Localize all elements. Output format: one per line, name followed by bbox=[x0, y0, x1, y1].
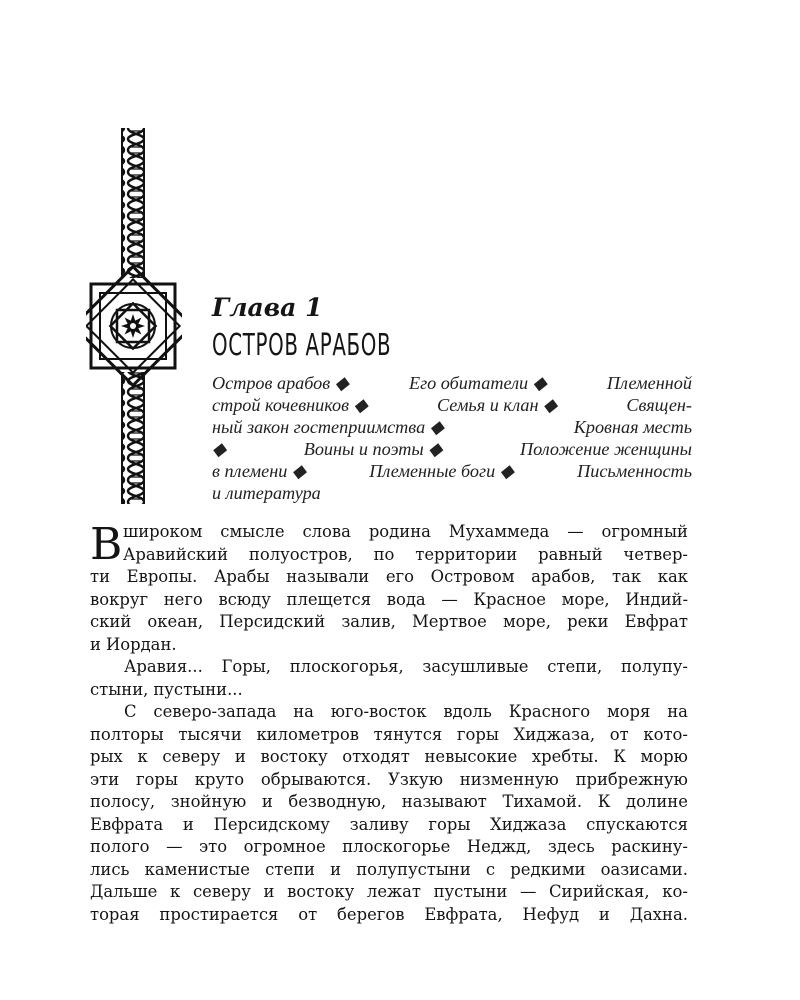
text-line bbox=[90, 791, 688, 814]
word: и bbox=[330, 859, 342, 879]
word: Арабы bbox=[213, 567, 270, 586]
word: востоку bbox=[260, 747, 328, 766]
word: — bbox=[441, 589, 458, 609]
contents-item: Семья и клан ◆ bbox=[436, 395, 558, 415]
word: называли bbox=[286, 567, 370, 586]
word: степи bbox=[265, 859, 315, 879]
word: Сирийская, bbox=[549, 882, 650, 901]
word: заливу bbox=[349, 814, 409, 834]
text-line bbox=[90, 724, 688, 747]
contents-line bbox=[212, 460, 692, 482]
word: северу bbox=[192, 882, 251, 901]
text-line bbox=[90, 566, 688, 589]
word: него bbox=[163, 589, 203, 609]
word: на bbox=[293, 702, 314, 721]
word: и bbox=[263, 882, 275, 901]
word: безводную, bbox=[288, 792, 387, 811]
word: полторы bbox=[90, 724, 164, 744]
word: Горы, bbox=[221, 657, 272, 676]
text-line bbox=[90, 611, 688, 634]
contents-item: Положение женщины bbox=[519, 439, 692, 459]
word: простирается bbox=[159, 904, 279, 924]
word: Персидскому bbox=[213, 814, 330, 834]
word: залив, bbox=[341, 612, 396, 631]
word: полупу- bbox=[620, 657, 688, 676]
word: морю bbox=[640, 747, 688, 766]
contents-item: строй кочевников ◆ bbox=[212, 395, 368, 415]
word: четвер- bbox=[623, 544, 688, 564]
word: востоку bbox=[287, 882, 355, 901]
word: вокруг bbox=[90, 589, 149, 609]
chapter-title: ОСТРОВ АРАБОВ bbox=[212, 328, 392, 363]
text-line bbox=[90, 544, 688, 567]
word: слова bbox=[302, 522, 351, 541]
word: на bbox=[667, 702, 688, 721]
word: берегов bbox=[337, 904, 405, 924]
contents-line bbox=[212, 416, 692, 438]
word: Иордан. bbox=[105, 634, 177, 654]
word: огромный bbox=[601, 522, 688, 541]
word: Евфрата bbox=[90, 814, 164, 834]
word: родина bbox=[368, 522, 431, 541]
word: Дальше bbox=[90, 882, 158, 901]
word: это bbox=[198, 837, 228, 856]
word: Красного bbox=[508, 702, 591, 721]
body-text bbox=[90, 521, 688, 926]
word: плещется bbox=[286, 589, 372, 609]
word: оазисами. bbox=[600, 859, 688, 879]
contents-line bbox=[212, 482, 692, 504]
contents-item: Его обитатели ◆ bbox=[408, 373, 547, 393]
word: его bbox=[385, 567, 415, 586]
word: отходят bbox=[342, 747, 410, 766]
contents-item: Кровная месть bbox=[573, 417, 692, 437]
word: полупустыни bbox=[356, 859, 471, 879]
word: горы bbox=[456, 724, 499, 744]
word: лись bbox=[90, 859, 130, 879]
word: каменистые bbox=[144, 859, 250, 879]
word: Дахна. bbox=[629, 904, 688, 924]
word: ко- bbox=[662, 882, 688, 901]
word: Нефуд bbox=[522, 904, 580, 924]
text-line bbox=[90, 904, 688, 927]
word: океан, bbox=[147, 612, 204, 631]
word: кото- bbox=[643, 724, 688, 744]
word: с bbox=[485, 859, 496, 879]
word: северо-запада bbox=[153, 702, 277, 721]
word: круто bbox=[194, 769, 245, 789]
word: и bbox=[90, 634, 101, 654]
word: Евфрата, bbox=[424, 904, 503, 924]
contents-line bbox=[212, 394, 692, 416]
word: хребты. bbox=[531, 747, 599, 766]
word: полосу, bbox=[90, 792, 156, 811]
word: Индий- bbox=[625, 589, 688, 609]
word: Персидский bbox=[219, 612, 326, 631]
contents-line bbox=[212, 372, 692, 394]
word: пустыни... bbox=[153, 679, 243, 699]
word: К bbox=[613, 747, 626, 766]
word: горы bbox=[428, 814, 471, 834]
contents-item: в племени ◆ bbox=[212, 461, 306, 481]
word: Аравия... bbox=[124, 657, 203, 676]
word: долине bbox=[626, 792, 688, 811]
word: низменную bbox=[459, 769, 559, 789]
word: ти bbox=[90, 567, 110, 586]
word: и bbox=[261, 792, 273, 811]
word: вдоль bbox=[443, 702, 492, 721]
word: Мухаммеда bbox=[448, 522, 550, 541]
arabesque-ornament-icon bbox=[86, 128, 182, 504]
chapter-contents-summary bbox=[212, 372, 692, 504]
word: вода bbox=[386, 589, 426, 609]
contents-item: Священ- bbox=[626, 395, 692, 415]
word: километров bbox=[256, 724, 359, 744]
contents-item: Письменность bbox=[577, 461, 692, 481]
word: огромное bbox=[243, 837, 326, 856]
text-line bbox=[90, 836, 688, 859]
chapter-number: Глава 1 bbox=[212, 293, 323, 322]
word: прибрежную bbox=[575, 769, 688, 789]
word: к bbox=[170, 882, 181, 901]
word: Евфрат bbox=[624, 612, 688, 631]
word: Аравийский bbox=[123, 544, 229, 564]
text-line bbox=[90, 679, 688, 702]
word: море, bbox=[561, 589, 610, 609]
word: полуостров, bbox=[248, 544, 353, 564]
word: к bbox=[137, 747, 148, 766]
contents-item: Остров арабов ◆ bbox=[212, 373, 349, 393]
contents-line bbox=[212, 438, 692, 460]
word: спускаются bbox=[586, 814, 688, 834]
word: Тихамой. bbox=[502, 792, 583, 811]
word: пустыни bbox=[433, 882, 508, 901]
word: моря bbox=[606, 702, 651, 721]
contents-item: и литература bbox=[212, 483, 321, 503]
word: всюду bbox=[218, 589, 271, 609]
word: полого bbox=[90, 837, 150, 856]
text-line bbox=[90, 746, 688, 769]
word: тянутся bbox=[373, 724, 443, 744]
text-line bbox=[90, 859, 688, 882]
word: — bbox=[567, 522, 584, 541]
word: степи, bbox=[547, 657, 603, 676]
contents-item: ный закон гостеприимства ◆ bbox=[212, 417, 444, 437]
word: Европы. bbox=[126, 567, 198, 586]
word: обрываются. bbox=[260, 769, 372, 789]
word: — bbox=[519, 882, 537, 901]
word: горы bbox=[135, 769, 178, 789]
text-line bbox=[90, 521, 688, 544]
text-line bbox=[90, 589, 688, 612]
word: от bbox=[298, 904, 318, 924]
word: так bbox=[612, 567, 642, 586]
word: эти bbox=[90, 769, 120, 789]
word: С bbox=[124, 702, 137, 721]
word: Островом bbox=[430, 567, 515, 586]
text-line bbox=[90, 634, 688, 657]
word: плоскогорье bbox=[342, 837, 451, 856]
word: равный bbox=[538, 544, 603, 564]
word: море, bbox=[502, 612, 551, 631]
word: раскину- bbox=[611, 837, 688, 856]
word: Мертвое bbox=[411, 612, 487, 631]
word: Узкую bbox=[388, 769, 443, 789]
word: редкими bbox=[510, 859, 586, 879]
word: называют bbox=[401, 792, 487, 811]
word: как bbox=[657, 567, 688, 586]
word: арабов, bbox=[531, 567, 596, 586]
word: юго-восток bbox=[330, 702, 427, 721]
word: и bbox=[182, 814, 194, 834]
text-line bbox=[90, 881, 688, 904]
word: торая bbox=[90, 904, 140, 924]
text-line bbox=[90, 701, 688, 724]
word: лежат bbox=[366, 882, 421, 901]
word: — bbox=[166, 837, 183, 856]
word: Хиджаза bbox=[490, 814, 567, 834]
word: территории bbox=[415, 544, 518, 564]
word: Неджд, bbox=[466, 837, 532, 856]
word: широком bbox=[123, 522, 203, 541]
word: от bbox=[609, 724, 629, 744]
word: по bbox=[373, 544, 395, 564]
word: стыни, bbox=[90, 679, 149, 699]
text-line bbox=[90, 769, 688, 792]
text-line bbox=[90, 656, 688, 679]
word: и bbox=[598, 904, 610, 924]
word: смысле bbox=[220, 522, 285, 541]
word: Хиджаза, bbox=[513, 724, 596, 744]
word: Красное bbox=[473, 589, 546, 609]
contents-item: Племенной bbox=[606, 373, 692, 393]
contents-item: Воины и поэты ◆ bbox=[303, 439, 443, 459]
word: рых bbox=[90, 747, 123, 766]
contents-item: ◆ bbox=[212, 439, 226, 459]
word: К bbox=[597, 792, 611, 811]
word: невысокие bbox=[424, 747, 518, 766]
word: засушливые bbox=[422, 657, 529, 676]
word: ский bbox=[90, 612, 132, 631]
text-line bbox=[90, 814, 688, 837]
word: и bbox=[234, 747, 246, 766]
word: плоскогорья, bbox=[289, 657, 404, 676]
word: северу bbox=[162, 747, 221, 766]
word: знойную bbox=[170, 792, 247, 811]
contents-item: Племенные боги ◆ bbox=[369, 461, 514, 481]
word: здесь bbox=[547, 837, 595, 856]
word: реки bbox=[567, 612, 609, 631]
word: тысячи bbox=[178, 724, 242, 744]
drop-cap: В bbox=[90, 519, 123, 570]
